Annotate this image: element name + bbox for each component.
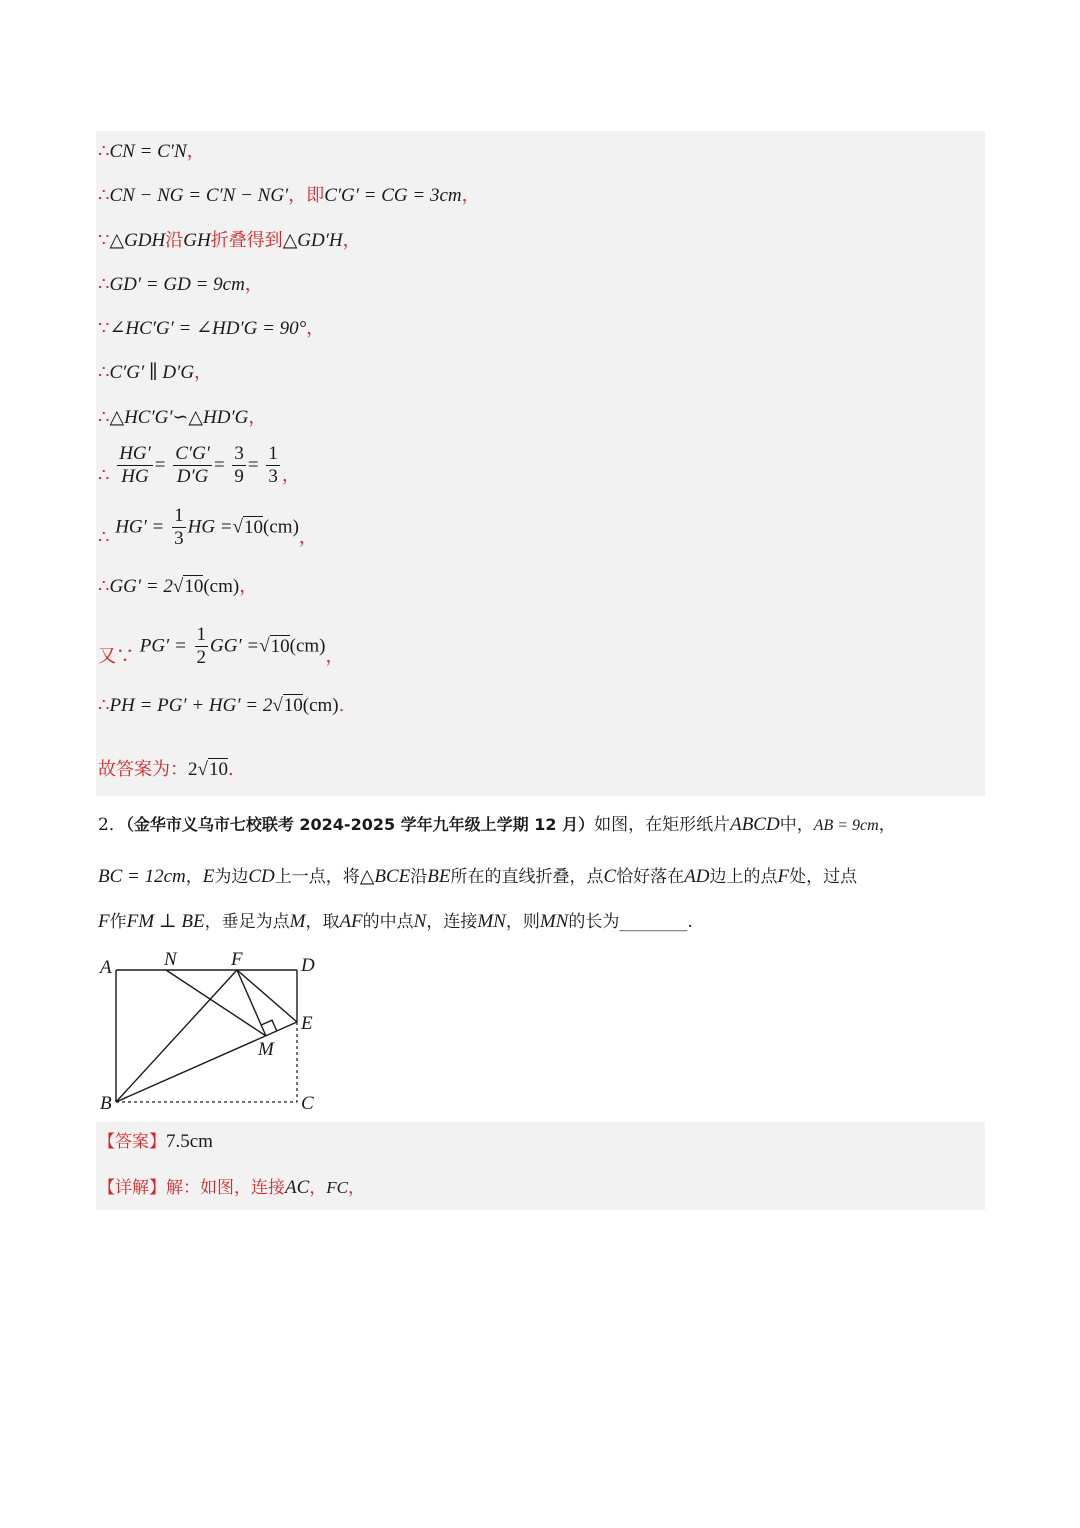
- solution-line-6: ∴C′G′ ∥ D′G，: [98, 362, 213, 383]
- segment-BE: [116, 1022, 297, 1102]
- label-M: M: [258, 1039, 274, 1060]
- label-B: B: [100, 1093, 112, 1114]
- segment-FE: [237, 970, 297, 1022]
- fraction: $\frac{HG'}{HG}$: [119, 443, 151, 487]
- label-N: N: [164, 949, 177, 970]
- question-line-2: BC = 12cm，E为边CD上一点，将△BCE沿BE所在的直线折叠，点C恰好落在AD边上的点F处，过点: [98, 866, 858, 887]
- label-F: F: [231, 949, 243, 970]
- label-D: D: [301, 955, 315, 976]
- solution-line-9: ∴ HG′ = $\frac{1}{3}$ HG =√10(cm)，: [98, 505, 317, 549]
- solution-line-4: ∴GD′ = GD = 9cm，: [98, 274, 263, 295]
- fraction: $\frac{3}{9}$: [234, 443, 244, 487]
- solution-line-8: ∴ $\frac{HG'}{HG}$ = $\frac{C'G'}{D'G}$ = $\frac{3}{9}$ = $\frac{1}{3}$ ，: [98, 443, 300, 487]
- question-line-3: F作FM ⊥ BE，垂足为点M，取AF的中点N，连接MN，则MN的长为________.: [98, 911, 693, 932]
- question-line-1: 2．（金华市义乌市七校联考 2024-2025 学年九年级上学期 12 月）如图，在矩形纸片ABCD中，AB = 9cm，: [98, 814, 896, 835]
- solution-line-7: ∴△HC′G′∽△HD′G，: [98, 407, 267, 428]
- label-A: A: [100, 957, 112, 978]
- answer-line: 【答案】7.5cm: [98, 1131, 213, 1152]
- solution-line-11: 又∵ PG′ = $\frac{1}{2}$ GG′ =√10(cm)，: [98, 624, 344, 668]
- label-C: C: [301, 1093, 314, 1114]
- solution-line-12: ∴PH = PG′ + HG′ = 2√10(cm).: [98, 695, 345, 716]
- solution-line-10: ∴GG′ = 2√10(cm)，: [98, 576, 258, 597]
- solution-line-3: ∵△GDH沿GH折叠得到△GD′H，: [98, 230, 361, 251]
- fraction: $\frac{C'G'}{D'G}$: [175, 443, 210, 487]
- final-answer-line: 故答案为：2√10.: [98, 759, 234, 780]
- label-E: E: [301, 1013, 313, 1034]
- solution-line-1: ∴CN = C′N，: [98, 141, 205, 162]
- fraction: $\frac{1}{3}$: [174, 505, 184, 549]
- fraction: $\frac{1}{3}$: [268, 443, 278, 487]
- geometry-figure: [90, 945, 330, 1120]
- fraction: $\frac{1}{2}$: [196, 624, 207, 668]
- solution-line-2: ∴CN − NG = C′N − NG′，即C′G′ = CG = 3cm，: [98, 185, 480, 206]
- segment-BF: [116, 970, 237, 1102]
- solution-line-5: ∵∠HC′G′ = ∠HD′G = 90°，: [98, 318, 325, 339]
- detail-line: 【详解】解：如图，连接AC，FC，: [98, 1177, 366, 1198]
